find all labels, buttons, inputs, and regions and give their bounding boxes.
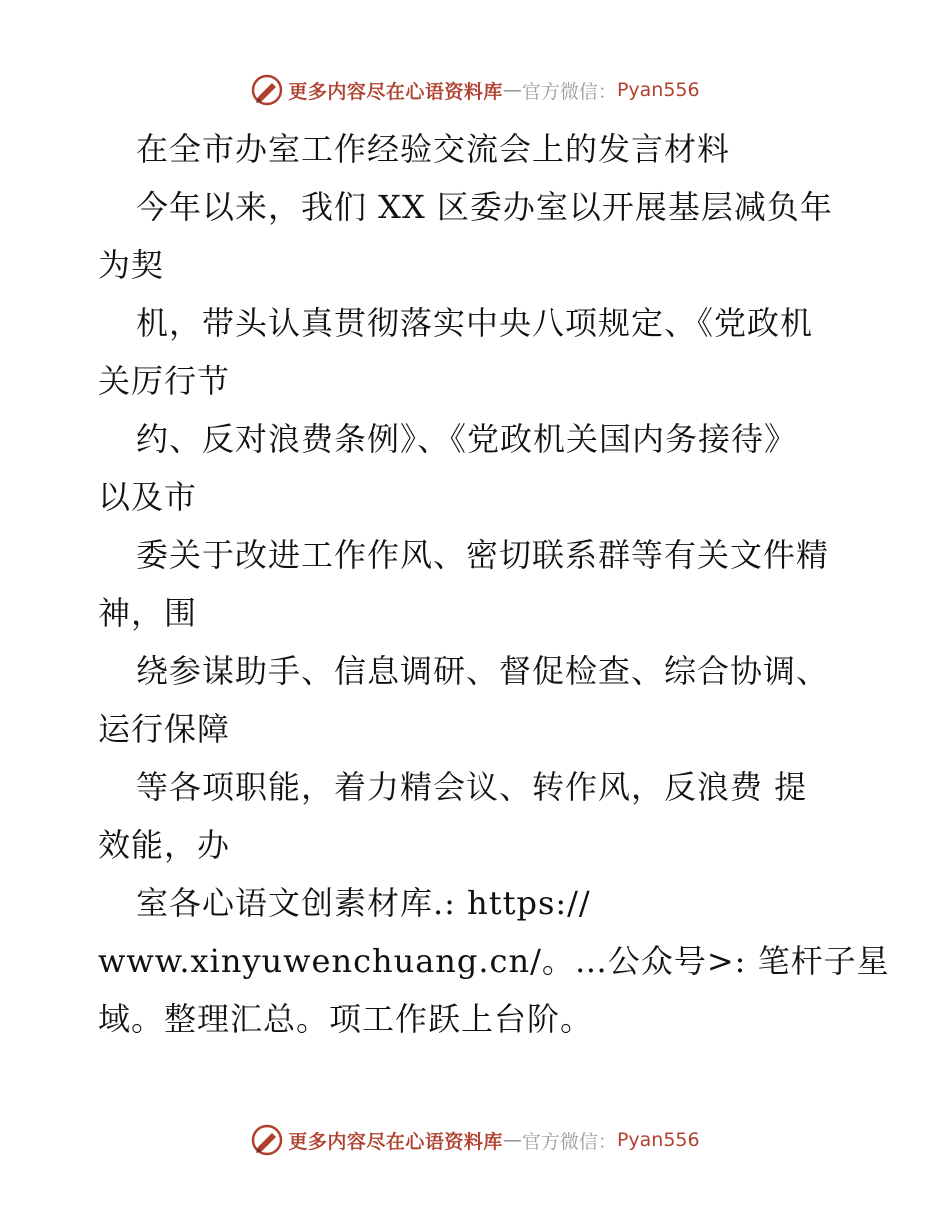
banner-wechat-id: Pyan556 — [616, 79, 700, 101]
banner-separator: — — [502, 79, 522, 101]
banner-separator: — — [502, 1129, 522, 1151]
doc-line: 室各心语文创素材库.: https:// — [136, 884, 591, 922]
doc-line: 等各项职能，着力精会议、转作风，反浪费 提 — [136, 768, 808, 806]
header-watermark — [0, 70, 950, 110]
banner-main-text: 更多内容尽在心语资料库 — [288, 80, 503, 103]
doc-line: www.xinyuwenchuang.cn/。…公众号>: 笔杆子星 — [98, 942, 890, 980]
banner-wechat-label: 官方微信： — [521, 80, 617, 103]
doc-line: 效能，办 — [98, 826, 231, 864]
footer-watermark — [0, 1120, 950, 1160]
doc-line: 机，带头认真贯彻落实中央八项规定、《党政机 — [136, 304, 814, 342]
doc-line: 以及市 — [98, 478, 198, 516]
pen-logo-icon — [250, 73, 284, 107]
doc-line: 神，围 — [98, 594, 198, 632]
doc-line: 绕参谋助手、信息调研、督促检查、综合协调、 — [136, 652, 830, 690]
banner-main-text: 更多内容尽在心语资料库 — [288, 1130, 503, 1153]
doc-line: 运行保障 — [98, 710, 231, 748]
pen-logo-icon — [250, 1123, 284, 1157]
document-body — [98, 120, 898, 1048]
banner-wechat-label: 官方微信： — [521, 1130, 617, 1153]
banner-wechat-id: Pyan556 — [616, 1129, 700, 1151]
doc-line: 委关于改进工作作风、密切联系群等有关文件精 — [136, 536, 830, 574]
doc-line: 约、反对浪费条例》、《党政机关国内务接待》 — [136, 420, 798, 458]
doc-line: 域。整理汇总。项工作跃上台阶。 — [98, 1000, 594, 1038]
doc-line: 为契 — [98, 246, 165, 284]
doc-title: 在全市办室工作经验交流会上的发言材料 — [136, 130, 731, 168]
doc-line: 今年以来，我们 XX 区委办室以开展基层减负年 — [136, 188, 833, 226]
doc-line: 关厉行节 — [98, 362, 231, 400]
